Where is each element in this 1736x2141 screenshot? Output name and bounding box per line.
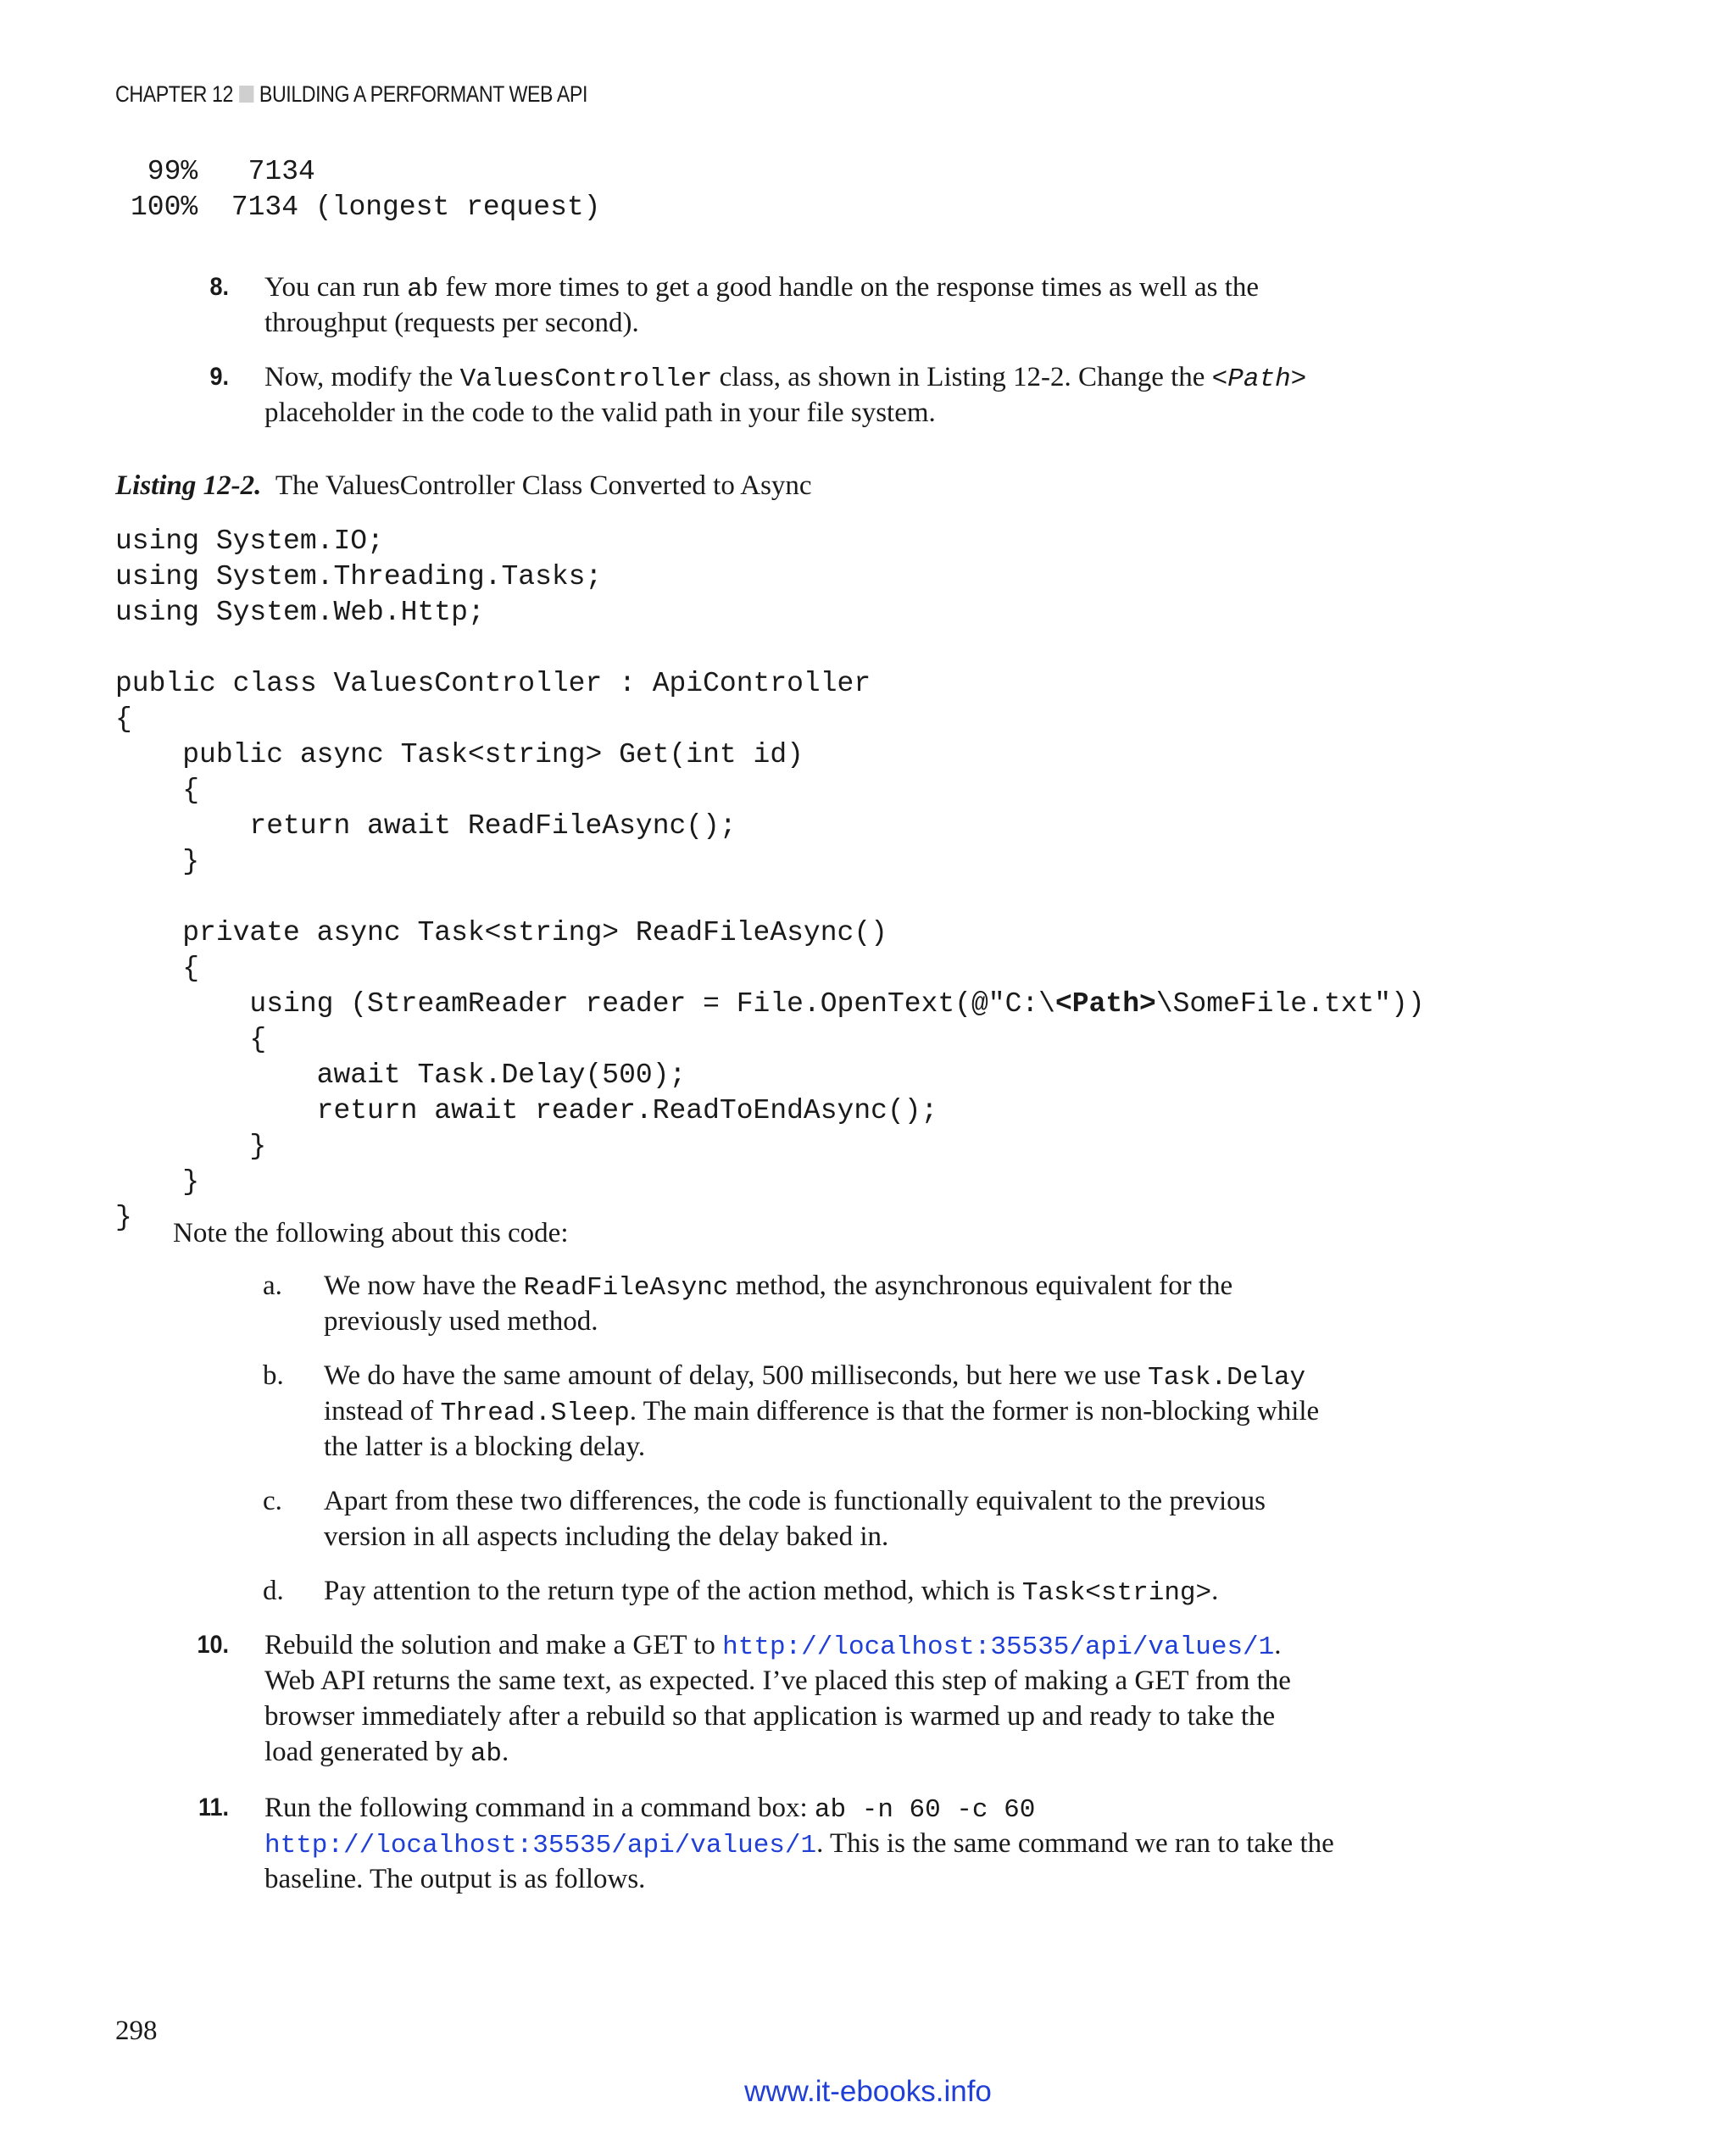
header-separator-square [239,86,253,103]
listing-label: Listing 12-2. [115,470,262,501]
note-letter: d. [263,1576,284,1606]
localhost-link[interactable]: http://localhost:35535/api/values/1 [722,1632,1275,1662]
inline-code: Thread.Sleep [440,1399,630,1428]
inline-code: ab -n 60 -c 60 [814,1795,1036,1825]
footer-site-link[interactable]: www.it-ebooks.info [744,2075,992,2108]
step-number: 10. [197,1631,229,1659]
note-letter: b. [263,1360,284,1391]
path-placeholder: <Path> [1211,364,1307,394]
note-text: We do have the same amount of delay, 500 milliseconds, but here we use Task.Delay instead of Thread.Sleep. The main difference is that the former is non-blocking while the latter is a blocking delay. [324,1360,1320,1462]
step-text: Rebuild the solution and make a GET to http://localhost:35535/api/values/1. Web API returns the same text, as expected. I’ve placed this step of making a GET from the browser immediately after a rebuild so that application is warmed up and ready to take the load generated by ab. [264,1630,1291,1769]
code-listing [115,524,1425,1236]
inline-code: ReadFileAsync [523,1273,729,1303]
chapter-label: CHAPTER 12 [115,81,233,107]
code-part-2: \SomeFile.txt")) { await Task.Delay(500); return await reader.ReadToEndAsync(); } } } [115,988,1425,1233]
note-text: Apart from these two differences, the code is functionally equivalent to the previous version in all aspects including the delay baked in. [324,1486,1266,1552]
step-text: You can run ab few more times to get a good handle on the response times as well as the throughput (requests per second). [264,272,1260,338]
running-header [115,81,587,108]
localhost-link[interactable]: http://localhost:35535/api/values/1 [264,1831,817,1860]
inline-code: ValuesController [459,364,713,394]
note-text: We now have the ReadFileAsync method, the asynchronous equivalent for the previously used method. [324,1271,1233,1337]
step-number: 9. [209,363,229,391]
step-number: 11. [198,1793,229,1821]
listing-title: The ValuesController Class Converted to Async [275,470,812,501]
code-part-1: using System.IO; using System.Threading.Tasks; using System.Web.Http; public class ValuesController : ApiController { public async Task<string> Get(int id) { return await ReadFileAsync(); } private async Task<string> ReadFileAsync() { using (StreamReader reader = File.OpenText(@"C:\ [115,526,1055,1020]
step-number: 8. [209,273,229,301]
inline-code: Task<string> [1021,1578,1212,1608]
output-line-100: 100% 7134 (longest request) [131,192,601,223]
chapter-title: BUILDING A PERFORMANT WEB API [259,81,587,107]
note-letter: a. [263,1271,282,1301]
note-letter: c. [263,1486,282,1516]
inline-code: ab [407,275,439,304]
listing-caption [115,468,812,503]
inline-code: ab [470,1739,503,1769]
note-text: Pay attention to the return type of the action method, which is Task<string>. [324,1576,1219,1608]
inline-code: Task.Delay [1148,1363,1306,1393]
notes-intro: Note the following about this code: [173,1218,569,1248]
step-text: Now, modify the ValuesController class, as shown in Listing 12-2. Change the <Path> placeholder in the code to the valid path in your file system. [264,362,1307,428]
step-text: Run the following command in a command box: ab -n 60 -c 60 http://localhost:35535/api/values/1. This is the same command we ran to take the baseline. The output is as follows. [264,1793,1334,1894]
code-path-placeholder: <Path> [1054,988,1156,1020]
output-line-99: 99% 7134 [131,156,315,187]
page-number: 298 [115,2016,158,2046]
